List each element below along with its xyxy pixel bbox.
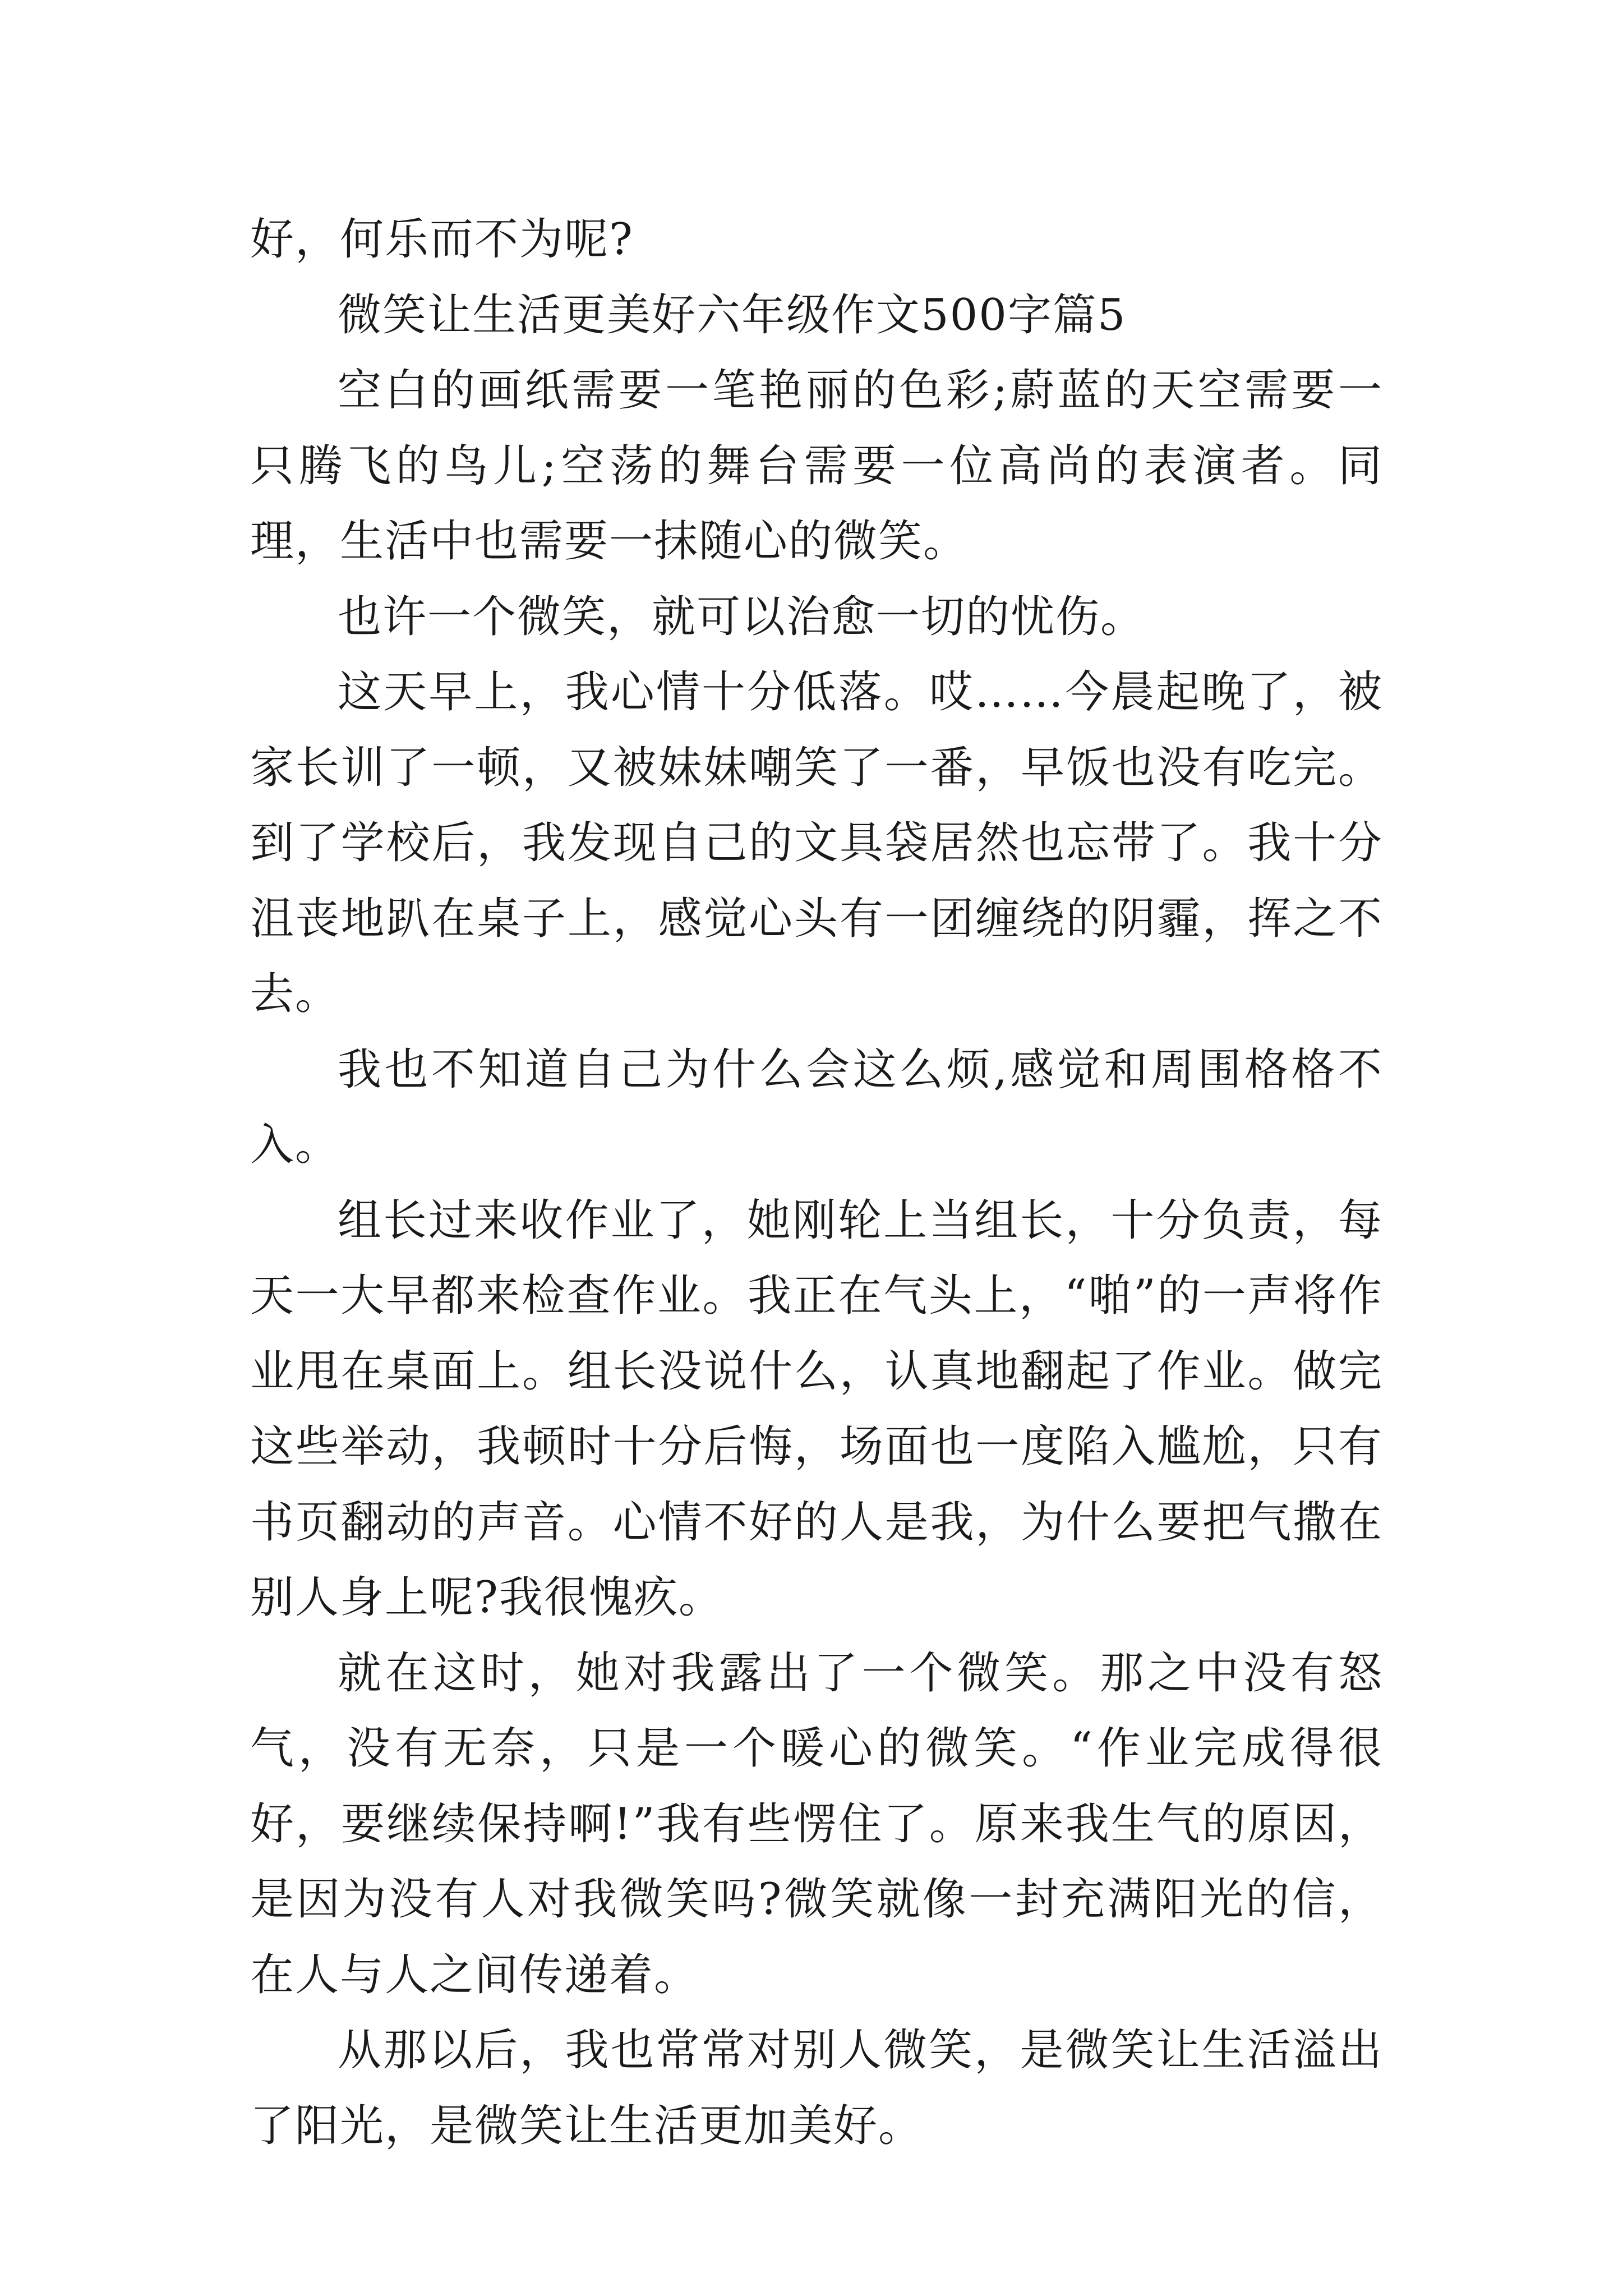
paragraph-5: 这天早上，我心情十分低落。哎……今晨起晚了，被家长训了一顿，又被妹妹嘲笑了一番，早饭也没有吃完。到了学校后，我发现自己的文具袋居然也忘带了。我十分沮丧地趴在桌子上，感觉心头有一团缠绕的阴霾，挥之不去。 (250, 667, 1383, 1019)
article-body (250, 202, 1383, 2164)
paragraph-3: 空白的画纸需要一笔艳丽的色彩;蔚蓝的天空需要一只腾飞的鸟儿;空荡的舞台需要一位高尚的表演者。同理，生活中也需要一抹随心的微笑。 (250, 365, 1383, 567)
paragraph-9: 从那以后，我也常常对别人微笑，是微笑让生活溢出了阳光，是微笑让生活更加美好。 (250, 2025, 1383, 2151)
paragraph-1: 好，何乐而不为呢? (250, 214, 634, 265)
paragraph-4: 也许一个微笑，就可以治愈一切的忧伤。 (338, 591, 1146, 642)
paragraph-7: 组长过来收作业了，她刚轮上当组长，十分负责，每天一大早都来检查作业。我正在气头上，“啪”的一声将作业甩在桌面上。组长没说什么，认真地翻起了作业。做完这些举动，我顿时十分后悔，场面也一度陷入尴尬，只有书页翻动的声音。心情不好的人是我，为什么要把气撒在别人身上呢?我很愧疚。 (250, 1195, 1383, 1623)
paragraph-6: 我也不知道自己为什么会这么烦,感觉和周围格格不入。 (250, 1044, 1383, 1170)
section-heading: 微笑让生活更美好六年级作文500字篇5 (338, 289, 1127, 341)
paragraph-8: 就在这时，她对我露出了一个微笑。那之中没有怒气，没有无奈，只是一个暖心的微笑。“作业完成得很好，要继续保持啊!”我有些愣住了。原来我生气的原因，是因为没有人对我微笑吗?微笑就像一封充满阳光的信，在人与人之间传递着。 (250, 1648, 1383, 2000)
